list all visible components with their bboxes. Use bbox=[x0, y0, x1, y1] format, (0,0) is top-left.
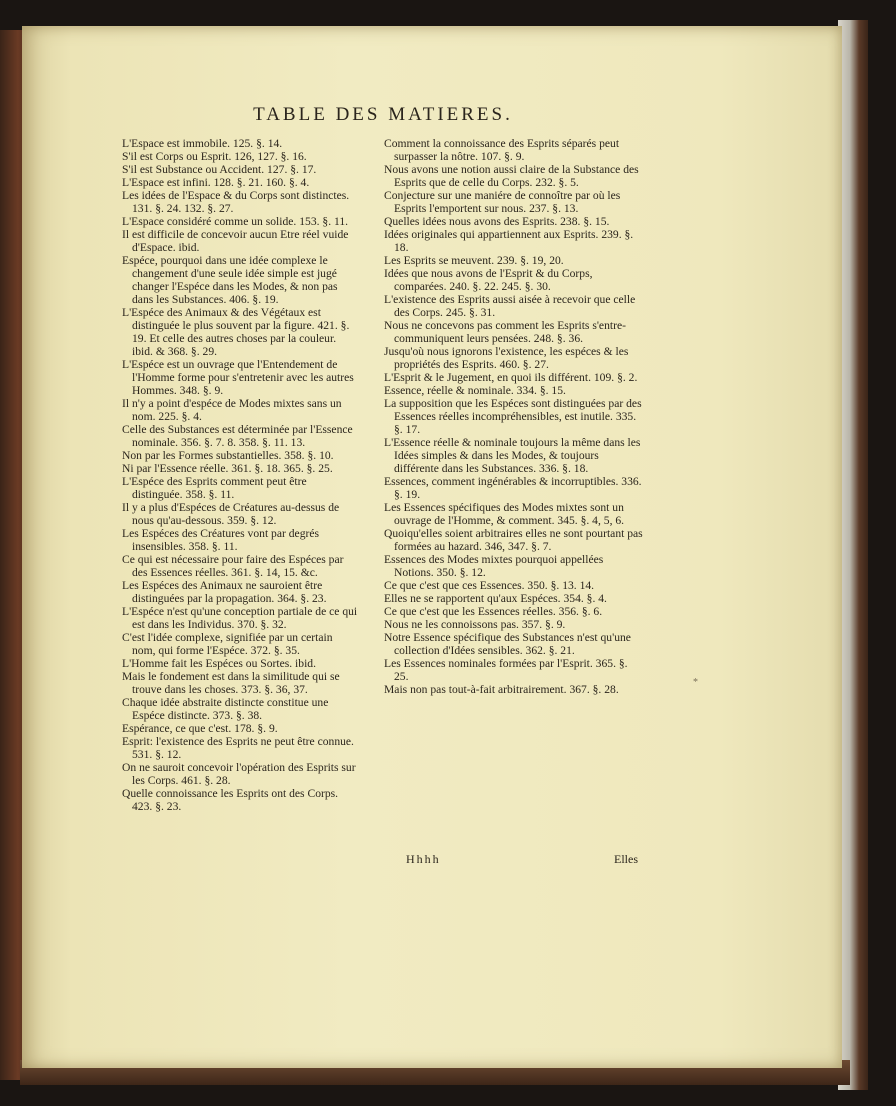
catchword: Elles bbox=[614, 852, 638, 866]
index-entry: Les idées de l'Espace & du Corps sont distinctes. 131. §. 24. 132. §. 27. bbox=[122, 189, 350, 215]
index-entry: Mais non pas tout-à-fait arbitrairement. 367. §. 28. bbox=[384, 683, 619, 696]
index-entry: L'Espéce des Animaux & des Végétaux est distinguée le plus souvent par la figure. 421. §. 19. Et celle des autres choses par la couleur. ibid. & 368. §. 29. bbox=[122, 306, 350, 358]
index-entry: L'Espéce est un ouvrage que l'Entendement de l'Homme forme pour s'entretenir avec les autres Hommes. 348. §. 9. bbox=[122, 358, 354, 397]
index-entry: S'il est Substance ou Accident. 127. §. 17. bbox=[122, 163, 317, 176]
page-heading: TABLE DES MATIERES. bbox=[253, 104, 513, 125]
index-entry: Esprit: l'existence des Esprits ne peut être connue. 531. §. 12. bbox=[122, 735, 354, 761]
index-entry: Jusqu'où nous ignorons l'existence, les espéces & les propriétés des Esprits. 460. §. 27. bbox=[384, 345, 629, 371]
index-entry: Idées originales qui appartiennent aux Esprits. 239. §. 18. bbox=[384, 228, 634, 254]
index-entry: Ce qui est nécessaire pour faire des Espéces par des Essences réelles. 361. §. 14, 15. &c. bbox=[122, 553, 344, 579]
index-entry: L'Espéce des Esprits comment peut être distinguée. 358. §. 11. bbox=[122, 475, 307, 501]
index-entry: Essences des Modes mixtes pourquoi appellées Notions. 350. §. 12. bbox=[384, 553, 604, 579]
index-entry: L'Espace est infini. 128. §. 21. 160. §. 4. bbox=[122, 176, 310, 189]
index-entry: Il n'y a point d'espéce de Modes mixtes sans un nom. 225. §. 4. bbox=[122, 397, 342, 423]
book-cover-right-edge bbox=[838, 20, 868, 1090]
index-entry: L'Essence réelle & nominale toujours la même dans les Idées simples & dans les Modes, & toujours différente dans les Substances. 336. §. 18. bbox=[384, 436, 641, 475]
index-entry: Il y a plus d'Espéces de Créatures au-dessus de nous qu'au-dessous. 359. §. 12. bbox=[122, 501, 340, 527]
index-entry: Les Espéces des Créatures vont par degrés insensibles. 358. §. 11. bbox=[122, 527, 320, 553]
index-entry: Chaque idée abstraite distincte constitue une Espéce distincte. 373. §. 38. bbox=[122, 696, 329, 722]
index-entry: Conjecture sur une maniére de connoître par où les Esprits l'emportent sur nous. 237. §. 13. bbox=[384, 189, 621, 215]
paper-speck: * bbox=[693, 677, 698, 688]
index-entry: Essence, réelle & nominale. 334. §. 15. bbox=[384, 384, 566, 397]
index-entry: Elles ne se rapportent qu'aux Espéces. 354. §. 4. bbox=[384, 592, 607, 605]
index-entry: La supposition que les Espéces sont distinguées par des Essences réelles incompréhensibles, est inutile. 335. §. 17. bbox=[384, 397, 642, 436]
index-entry: Non par les Formes substantielles. 358. §. 10. bbox=[122, 449, 334, 462]
index-entry: L'Homme fait les Espéces ou Sortes. ibid. bbox=[122, 657, 316, 670]
index-entry: L'Espéce n'est qu'une conception partiale de ce qui est dans les Individus. 370. §. 32. bbox=[122, 605, 358, 631]
index-entry: Nous ne les connoissons pas. 357. §. 9. bbox=[384, 618, 566, 631]
index-entry: L'existence des Esprits aussi aisée à recevoir que celle des Corps. 245. §. 31. bbox=[384, 293, 636, 319]
index-column-right bbox=[384, 137, 644, 696]
index-entry: Espérance, ce que c'est. 178. §. 9. bbox=[122, 722, 278, 735]
index-entry: Il est difficile de concevoir aucun Etre réel vuide d'Espace. ibid. bbox=[122, 228, 349, 254]
index-entry: Comment la connoissance des Esprits séparés peut surpasser la nôtre. 107. §. 9. bbox=[384, 137, 620, 163]
index-entry: L'Espace est immobile. 125. §. 14. bbox=[122, 137, 283, 150]
index-entry: Quelles idées nous avons des Esprits. 238. §. 15. bbox=[384, 215, 610, 228]
index-entry: Quoiqu'elles soient arbitraires elles ne sont pourtant pas formées au hazard. 346, 347. §. 7. bbox=[384, 527, 643, 553]
index-entry: L'Espace considéré comme un solide. 153. §. 11. bbox=[122, 215, 349, 228]
index-entry: Essences, comment ingénérables & incorruptibles. 336. §. 19. bbox=[384, 475, 642, 501]
index-entry: C'est l'idée complexe, signifiée par un certain nom, qui forme l'Espéce. 372. §. 35. bbox=[122, 631, 333, 657]
index-entry: Quelle connoissance les Esprits ont des Corps. 423. §. 23. bbox=[122, 787, 339, 813]
index-entry: Notre Essence spécifique des Substances n'est qu'une collection d'Idées sensibles. 362. §. 21. bbox=[384, 631, 631, 657]
index-entry: Les Essences spécifiques des Modes mixtes sont un ouvrage de l'Homme, & comment. 345. §. 4, 5, 6. bbox=[384, 501, 625, 527]
index-entry: Ce que c'est que ces Essences. 350. §. 13. 14. bbox=[384, 579, 595, 592]
index-column-left bbox=[122, 137, 358, 813]
index-entry: L'Esprit & le Jugement, en quoi ils différent. 109. §. 2. bbox=[384, 371, 638, 384]
index-entry: On ne sauroit concevoir l'opération des Esprits sur les Corps. 461. §. 28. bbox=[122, 761, 356, 787]
index-entry: S'il est Corps ou Esprit. 126, 127. §. 16. bbox=[122, 150, 307, 163]
signature-mark: Hhhh bbox=[406, 852, 441, 866]
index-entry: Mais le fondement est dans la similitude qui se trouve dans les choses. 373. §. 36, 37. bbox=[122, 670, 340, 696]
index-entry: Les Esprits se meuvent. 239. §. 19, 20. bbox=[384, 254, 564, 267]
index-entry: Idées que nous avons de l'Esprit & du Corps, comparées. 240. §. 22. 245. §. 30. bbox=[384, 267, 593, 293]
index-entry: Ce que c'est que les Essences réelles. 356. §. 6. bbox=[384, 605, 603, 618]
index-entry: Nous ne concevons pas comment les Esprits s'entre-communiquent leurs pensées. 248. §. 36. bbox=[384, 319, 626, 345]
index-entry: Ni par l'Essence réelle. 361. §. 18. 365. §. 25. bbox=[122, 462, 333, 475]
index-entry: Celle des Substances est déterminée par l'Essence nominale. 356. §. 7. 8. 358. §. 11. 13. bbox=[122, 423, 353, 449]
index-entry: Nous avons une notion aussi claire de la Substance des Esprits que de celle du Corps. 232. §. 5. bbox=[384, 163, 639, 189]
index-entry: Espéce, pourquoi dans une idée complexe le changement d'une seule idée simple est jugé changer l'Espéce dans les Modes, & non pas dans les Substances. 406. §. 19. bbox=[122, 254, 338, 306]
index-entry: Les Espéces des Animaux ne sauroient être distinguées par la propagation. 364. §. 23. bbox=[122, 579, 327, 605]
index-entry: Les Essences nominales formées par l'Esprit. 365. §. 25. bbox=[384, 657, 628, 683]
